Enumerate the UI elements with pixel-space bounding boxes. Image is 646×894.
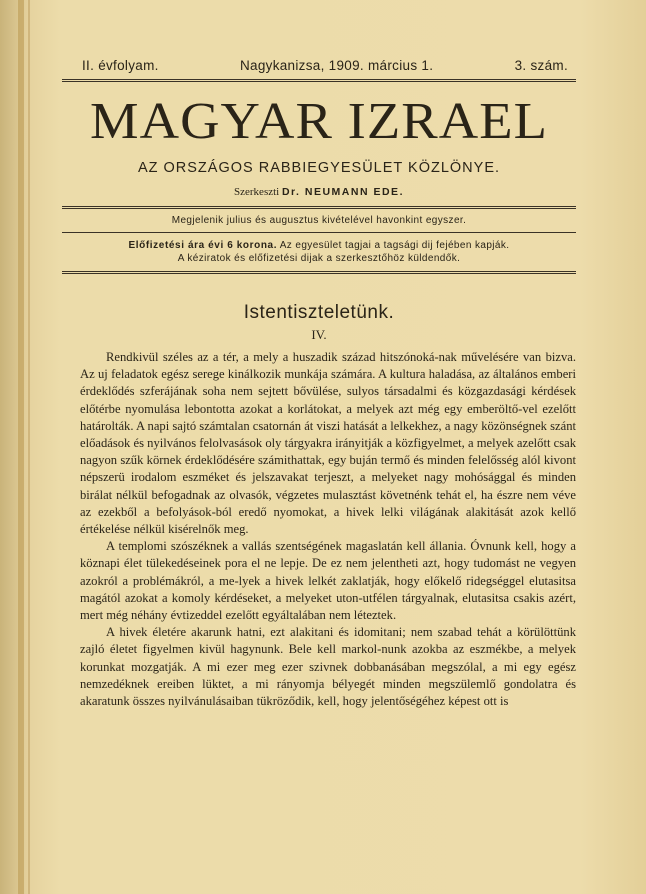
publication-notice: Megjelenik julius és augusztus kivételével havonkint egyszer. [171, 215, 467, 226]
place-date: Nagykanizsa, 1909. március 1. [239, 58, 434, 73]
price-bold: Előfizetési ára évi 6 korona. [128, 240, 278, 251]
notice-bottom-rule [62, 271, 576, 274]
notice-rule [62, 232, 576, 233]
editor-line [62, 186, 576, 198]
header-rule [62, 79, 576, 82]
editor-prefix: Szerkeszti [234, 186, 280, 198]
price-rest: Az egyesület tagjai a tagsági dij fejében kapják. [277, 240, 510, 251]
price-notice [62, 239, 576, 252]
issue-number: 3. szám. [514, 58, 568, 73]
masthead-rule [62, 206, 576, 209]
masthead-subtitle: AZ ORSZÁGOS RABBIEGYESÜLET KÖZLÖNYE. [137, 160, 501, 176]
masthead-title: MAGYAR IZRAEL [89, 93, 549, 150]
article-body [62, 349, 576, 710]
page-spine-shadow [28, 0, 30, 894]
page-spine [18, 0, 24, 894]
submissions-notice: A kéziratok és előfizetési dijak a szerkesztőhöz küldendők. [177, 253, 461, 264]
issue-header [62, 58, 576, 73]
editor-name: Dr. NEUMANN EDE. [281, 186, 404, 198]
volume-label: II. évfolyam. [82, 58, 159, 73]
paragraph-3: A hivek életére akarunk hatni, ezt alakitani és idomitani; nem szabad tehát a körülöttünk zajló életet figyelmen kivül hagynunk. Bele kell markol-nunk azokba az eszmékbe, a melyek korunkat mozgatják. A mi ezer meg ezer szivnek dobbanásában megszólal, a mi egy egész nemzedéknek ereiben lüktet, a mi rányomja bélyegét minden megszülemlő gondolatra és akaratunk összes nyilvánulásaiban tükröződik, kell, hogy jelentőségéhez képest ott is [80, 625, 576, 709]
article-part: IV. [311, 327, 327, 342]
paragraph-2: A templomi szószéknek a vallás szentségének magaslatán kell állania. Óvnunk kell, hogy a köznapi élet tülekedéseinek pora el ne lepje. De ez nem jelentheti azt, hogy tudomást ne vegyen azokról a problémákról, a me-lyek a hivek lelkét zaklatják, hogy előkelő ridegséggel elutasitsa magától azokat a komoly kérdéseket, a melyeket uton-utfélen tárgyalnak, elutasitsa csakis azért, mert még néhány évtizeddel ezelőtt egyáltalában nem léteztek. [80, 539, 576, 623]
paragraph-1: Rendkivül széles az a tér, a mely a huszadik század hitszónoká-nak művelésére van bizva. Az uj feladatok egész serege kinálkozik munkája számára. A kultura haladása, az általános emberi érdeklődés szferájának soha nem sejtett bővülése, sulyos társadalmi és közgazdasági kérdések előtérbe nyomulása lebontotta azokat a korlátokat, a melyek azt még egy emberöltő-vel ezelőtt határolták. A napi sajtó számtalan csatornán át viszi hatását a lelkekhez, a nagy közönségnek szánt előadások és nyilvános felolvasások oly tárgyakra irányitják a közfigyelmet, a melyek azelőtt csak nagyon szűk körnek érdeklődésére számithattak, egy buján termő és minden felelősség alól kivont népszerü irodalom eszméket és jelszavakat terjeszt, a melyeket nagy mohósággal és minden birálat nélkül befogadnak az olvasók, végzetes mulasztást követnénk tehát el, ha észre nem véve az ezekből a befolyások-ból eredő nyomokat, a hivek lelki világának alakitását azok kellő értékelése nélkül kisérelnők meg. [80, 350, 577, 537]
article-title: Istentiszteletünk. [243, 302, 395, 323]
page-content [62, 58, 576, 710]
